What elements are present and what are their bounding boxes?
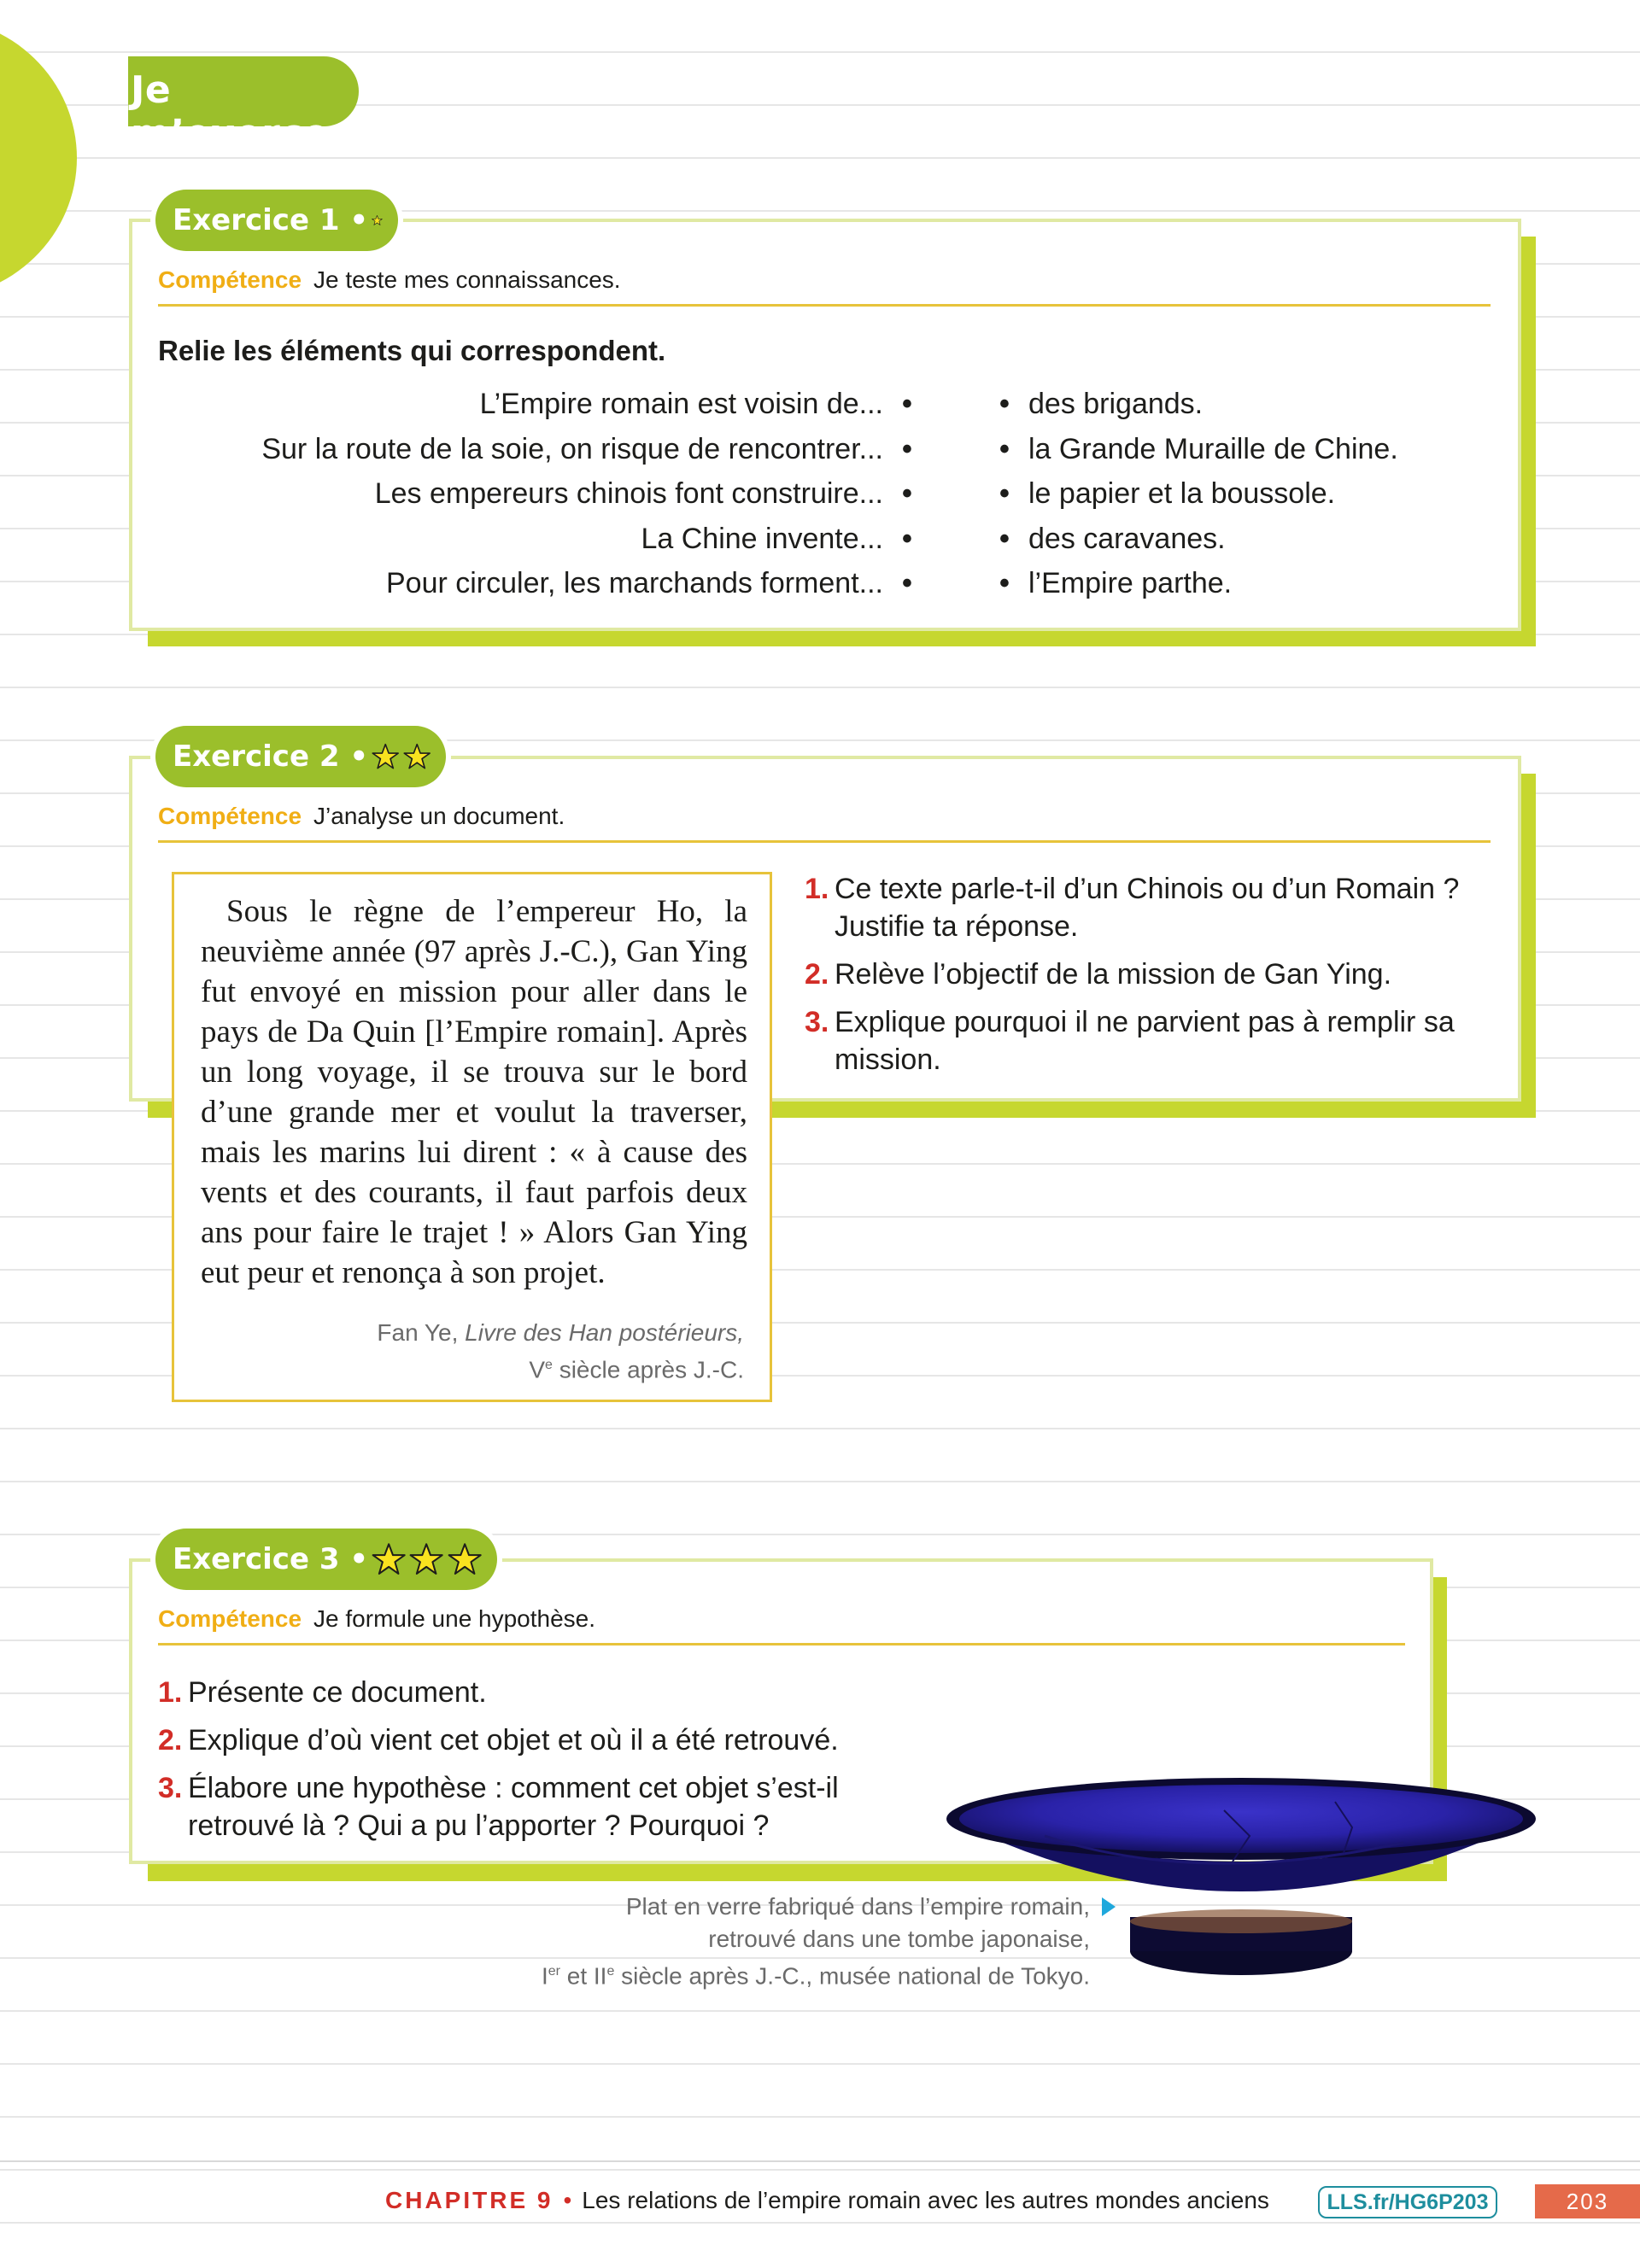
chapter-label: CHAPITRE 9	[385, 2187, 554, 2213]
image-caption: Plat en verre fabriqué dans l’empire romain, retrouvé dans une tombe japonaise, Ier et IIe siècle après J.-C., musée national de Tokyo.	[541, 1893, 1090, 1990]
match-dot[interactable]: •	[999, 432, 1010, 465]
match-left-item: Pour circuler, les marchands forment... •	[145, 561, 914, 606]
match-dot[interactable]: •	[999, 522, 1010, 555]
competence-key: Compétence	[158, 1605, 302, 1632]
exercise-3-questions	[158, 1674, 910, 1855]
match-left-item: La Chine invente... •	[145, 517, 914, 562]
match-dot[interactable]: •	[902, 522, 912, 555]
section-header	[128, 56, 359, 155]
footer-divider	[0, 2160, 1640, 2162]
match-dot[interactable]: •	[902, 388, 912, 420]
exercise-1-label: Exercice 1 •	[173, 203, 369, 237]
exercise-3-pill	[155, 1529, 497, 1590]
question-item: 2. Relève l’objectif de la mission de Gan Ying.	[805, 958, 1392, 991]
question-item: 1. Ce texte parle-t-il d’un Chinois ou d’un Romain ? Justifie ta réponse.	[805, 873, 1460, 943]
match-left-column	[145, 382, 914, 606]
star-icon	[372, 199, 383, 242]
match-dot[interactable]: •	[902, 432, 912, 465]
document-source: Fan Ye, Livre des Han postérieurs, Ve siècle après J.-C.	[377, 1319, 744, 1383]
match-dot[interactable]: •	[902, 567, 912, 599]
exercise-2-competence	[158, 803, 565, 830]
exercise-2-divider	[158, 840, 1491, 843]
competence-text: Je teste mes connaissances.	[313, 266, 621, 293]
exercise-1-competence	[158, 266, 621, 294]
exercise-2-questions	[805, 870, 1488, 1089]
match-right-item: • le papier et la boussole.	[998, 471, 1398, 517]
match-right-item: • la Grande Muraille de Chine.	[998, 427, 1398, 472]
caption-arrow-icon	[1102, 1897, 1116, 1916]
question-item: 1. Présente ce document.	[158, 1676, 487, 1709]
exercise-3-label: Exercice 3 •	[173, 1542, 369, 1576]
match-left-item: L’Empire romain est voisin de... •	[145, 382, 914, 427]
star-icon	[403, 735, 430, 778]
exercise-3-competence	[158, 1605, 595, 1633]
exercise-1-divider	[158, 304, 1491, 307]
match-right-column	[998, 382, 1398, 606]
match-left-item: Sur la route de la soie, on risque de rencontrer... •	[145, 427, 914, 472]
document-text: Sous le règne de l’empereur Ho, la neuvième année (97 après J.-C.), Gan Ying fut envoyé en mission pour aller dans le pays de Da Quin [l’Empire romain]. Après un long voyage, il se trouva sur le bord d’une grande mer et voulut la traverser, mais les marins lui dirent : « à cause des vents et des courants, il faut parfois deux ans pour faire le trajet ! » Alors Gan Ying eut peur et renonça à son projet.	[201, 894, 747, 1290]
question-item: 3. Élabore une hypothèse : comment cet objet s’est-il retrouvé là ? Qui a pu l’apporter ? Pourquoi ?	[158, 1772, 839, 1842]
competence-text: J’analyse un document.	[313, 803, 565, 829]
exercise-1-instruction: Relie les éléments qui correspondent.	[158, 335, 666, 366]
match-right-item: • des brigands.	[998, 382, 1398, 427]
footer	[385, 2183, 1269, 2218]
exercise-3-divider	[158, 1643, 1405, 1645]
competence-text: Je formule une hypothèse.	[313, 1605, 596, 1632]
corner-decoration	[0, 17, 77, 299]
match-left-item: Les empereurs chinois font construire... •	[145, 471, 914, 517]
question-item: 3. Explique pourquoi il ne parvient pas à remplir sa mission.	[805, 1006, 1455, 1076]
chapter-title: Les relations de l’empire romain avec les autres mondes anciens	[582, 2187, 1269, 2213]
competence-key: Compétence	[158, 803, 302, 829]
section-title: Je m’exerce	[131, 68, 330, 155]
star-icon	[409, 1538, 443, 1581]
lls-link[interactable]: LLS.fr/HG6P203	[1318, 2186, 1497, 2218]
match-dot[interactable]: •	[999, 477, 1010, 510]
question-item: 2. Explique d’où vient cet objet et où il a été retrouvé.	[158, 1724, 839, 1757]
document-box	[172, 872, 772, 1402]
star-icon	[372, 1538, 406, 1581]
match-dot[interactable]: •	[999, 567, 1010, 599]
star-icon	[372, 735, 399, 778]
star-icon	[448, 1538, 482, 1581]
page-number: 203	[1535, 2184, 1640, 2218]
exercise-2-pill	[155, 726, 446, 787]
match-dot[interactable]: •	[999, 388, 1010, 420]
match-right-item: • l’Empire parthe.	[998, 561, 1398, 606]
match-right-item: • des caravanes.	[998, 517, 1398, 562]
footer-separator: •	[563, 2187, 572, 2213]
competence-key: Compétence	[158, 266, 302, 293]
exercise-2-label: Exercice 2 •	[173, 739, 369, 774]
match-dot[interactable]: •	[902, 477, 912, 510]
exercise-1-pill	[155, 190, 398, 251]
